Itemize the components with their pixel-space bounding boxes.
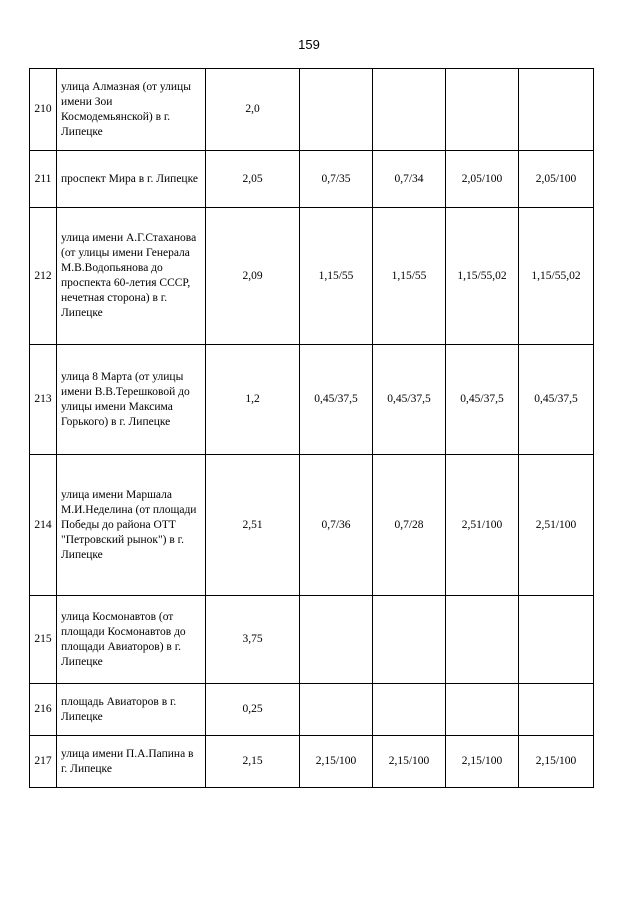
road-length: 2,09	[206, 208, 300, 345]
value-cell-4: 2,51/100	[519, 455, 594, 596]
road-name: проспект Мира в г. Липецке	[57, 151, 206, 208]
row-number: 214	[30, 455, 57, 596]
value-cell-3: 2,05/100	[446, 151, 519, 208]
table-row	[30, 684, 594, 736]
road-length: 2,15	[206, 736, 300, 788]
row-number: 212	[30, 208, 57, 345]
value-cell-4: 2,15/100	[519, 736, 594, 788]
road-length: 2,05	[206, 151, 300, 208]
value-cell-3: 2,15/100	[446, 736, 519, 788]
value-cell-4	[519, 684, 594, 736]
value-cell-1: 2,15/100	[300, 736, 373, 788]
road-name: улица 8 Марта (от улицы имени В.В.Терешковой до улицы имени Максима Горького) в г. Липецке	[57, 345, 206, 455]
table-row	[30, 736, 594, 788]
road-length: 0,25	[206, 684, 300, 736]
table-row	[30, 69, 594, 151]
value-cell-4	[519, 69, 594, 151]
value-cell-4	[519, 596, 594, 684]
row-number: 215	[30, 596, 57, 684]
row-number: 213	[30, 345, 57, 455]
value-cell-3: 2,51/100	[446, 455, 519, 596]
value-cell-2: 0,45/37,5	[373, 345, 446, 455]
value-cell-3: 0,45/37,5	[446, 345, 519, 455]
value-cell-3	[446, 69, 519, 151]
road-length: 2,0	[206, 69, 300, 151]
road-name: улица имени П.А.Папина в г. Липецке	[57, 736, 206, 788]
value-cell-1: 0,7/35	[300, 151, 373, 208]
value-cell-2	[373, 684, 446, 736]
value-cell-3	[446, 684, 519, 736]
road-length: 3,75	[206, 596, 300, 684]
value-cell-2	[373, 596, 446, 684]
value-cell-2: 0,7/34	[373, 151, 446, 208]
road-name: площадь Авиаторов в г. Липецке	[57, 684, 206, 736]
table-row	[30, 345, 594, 455]
value-cell-2	[373, 69, 446, 151]
value-cell-1	[300, 69, 373, 151]
value-cell-4: 1,15/55,02	[519, 208, 594, 345]
road-name: улица Алмазная (от улицы имени Зои Космодемьянской) в г. Липецке	[57, 69, 206, 151]
road-length: 1,2	[206, 345, 300, 455]
row-number: 217	[30, 736, 57, 788]
value-cell-1: 0,7/36	[300, 455, 373, 596]
value-cell-4: 0,45/37,5	[519, 345, 594, 455]
page-number: 159	[298, 37, 320, 52]
table-row	[30, 596, 594, 684]
value-cell-2: 1,15/55	[373, 208, 446, 345]
table-row	[30, 208, 594, 345]
road-name: улица имени А.Г.Стаханова (от улицы имени Генерала М.В.Водопьянова до проспекта 60-летия СССР, нечетная сторона) в г. Липецке	[57, 208, 206, 345]
value-cell-2: 0,7/28	[373, 455, 446, 596]
value-cell-3: 1,15/55,02	[446, 208, 519, 345]
row-number: 210	[30, 69, 57, 151]
value-cell-4: 2,05/100	[519, 151, 594, 208]
value-cell-3	[446, 596, 519, 684]
table-row	[30, 455, 594, 596]
roads-table	[29, 68, 594, 788]
value-cell-1: 1,15/55	[300, 208, 373, 345]
road-length: 2,51	[206, 455, 300, 596]
value-cell-1	[300, 684, 373, 736]
road-name: улица имени Маршала М.И.Неделина (от площади Победы до района ОТТ "Петровский рынок") в г. Липецке	[57, 455, 206, 596]
row-number: 211	[30, 151, 57, 208]
value-cell-1: 0,45/37,5	[300, 345, 373, 455]
value-cell-1	[300, 596, 373, 684]
table-row	[30, 151, 594, 208]
road-name: улица Космонавтов (от площади Космонавтов до площади Авиаторов) в г. Липецке	[57, 596, 206, 684]
value-cell-2: 2,15/100	[373, 736, 446, 788]
row-number: 216	[30, 684, 57, 736]
